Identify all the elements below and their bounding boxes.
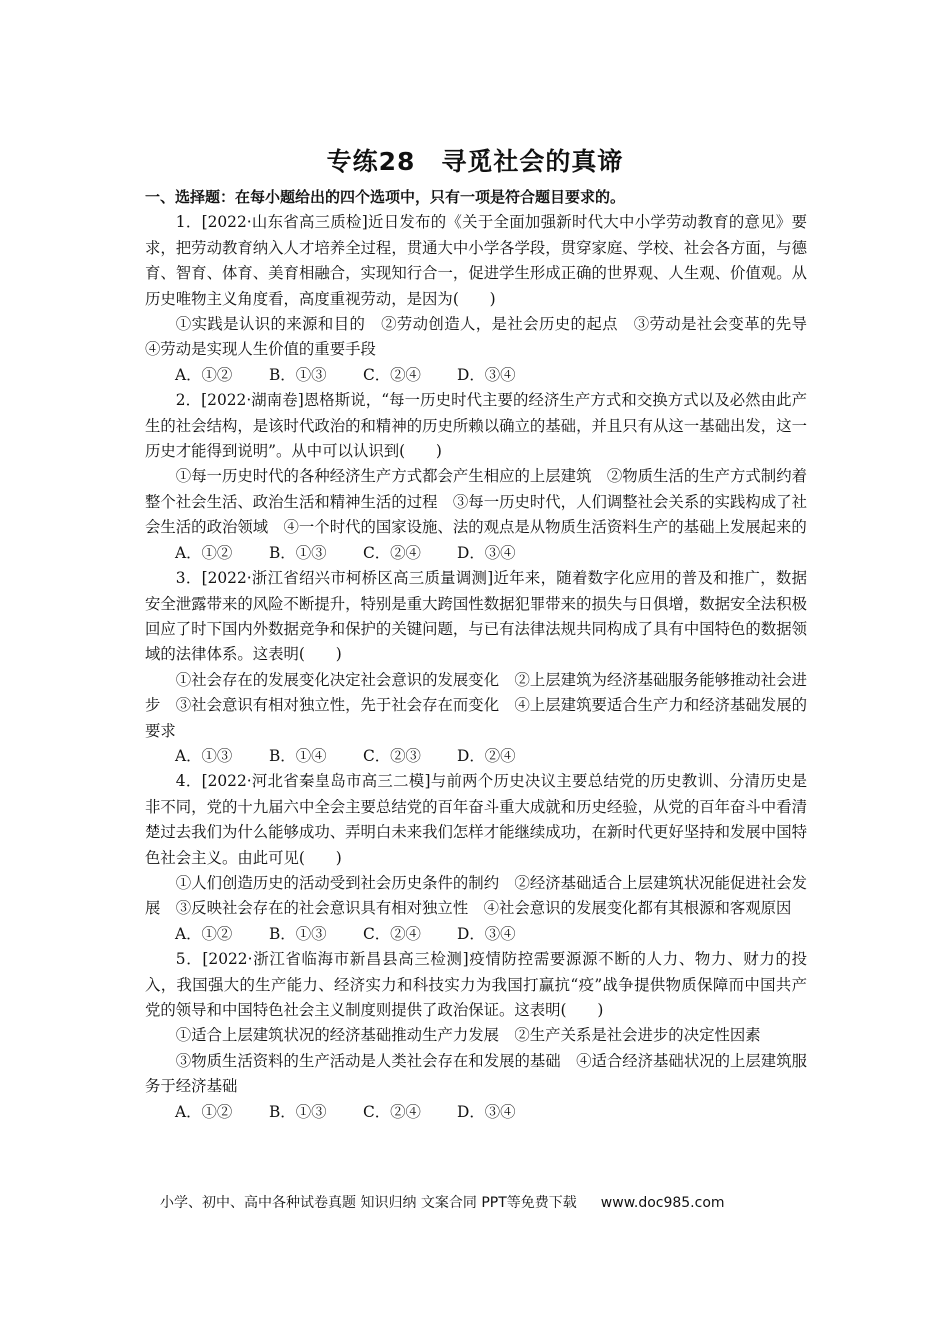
- option-d: D．③④: [457, 543, 516, 562]
- option-b: B．①③: [269, 924, 327, 943]
- question-3: [145, 566, 807, 769]
- option-a: A．①②: [175, 365, 233, 384]
- question-4: [145, 769, 807, 947]
- option-a: A．①②: [175, 924, 233, 943]
- option-b: B．①③: [269, 543, 327, 562]
- question-2: [145, 388, 807, 566]
- question-list: [145, 185, 828, 1125]
- option-a: A．①②: [175, 543, 233, 562]
- question-statements: ①人们创造历史的活动受到社会历史条件的制约 ②经济基础适合上层建筑状况能促进社会发展 ③反映社会存在的社会意识具有相对独立性 ④社会意识的发展变化都有其根源和客观原因: [145, 873, 807, 918]
- answer-options: [145, 363, 807, 388]
- question-statements-continued: ③物质生活资料的生产活动是人类社会存在和发展的基础 ④适合经济基础状况的上层建筑服务于经济基础: [145, 1051, 807, 1096]
- option-b: B．①③: [269, 1102, 327, 1121]
- footer-text: 小学、初中、高中各种试卷真题 知识归纳 文案合同 PPT等免费下载: [160, 1195, 577, 1211]
- option-c: C．②③: [363, 746, 421, 765]
- answer-options: [145, 922, 807, 947]
- answer-options: [145, 744, 807, 769]
- question-stem: 2．[2022·湖南卷]恩格斯说，“每一历史时代主要的经济生产方式和交换方式以及必然由此产生的社会结构，是该时代政治的和精神的历史所赖以确立的基础，并且只有从这一基础出发，这一历史才能得到说明”。从中可以认识到( ): [145, 391, 807, 461]
- option-c: C．②④: [363, 543, 421, 562]
- question-stem: 3．[2022·浙江省绍兴市柯桥区高三质量调测]近年来，随着数字化应用的普及和推广，数据安全泄露带来的风险不断提升，特别是重大跨国性数据犯罪带来的损失与日俱增，数据安全法积极回应了时下国内外数据竞争和保护的关键问题，与已有法律法规共同构成了具有中国特色的数据领域的法律体系。这表明( ): [145, 569, 807, 664]
- option-a: A．①②: [175, 1102, 233, 1121]
- answer-options: [145, 541, 807, 566]
- answer-options: [145, 1100, 807, 1125]
- question-statements: ①实践是认识的来源和目的 ②劳动创造人，是社会历史的起点 ③劳动是社会变革的先导 ④劳动是实现人生价值的重要手段: [145, 315, 828, 359]
- option-a: A．①③: [175, 746, 233, 765]
- section-heading: 一、选择题：在每小题给出的四个选项中，只有一项是符合题目要求的。: [145, 188, 626, 206]
- option-c: C．②④: [363, 365, 421, 384]
- option-b: B．①④: [269, 746, 327, 765]
- question-statements: ①每一历史时代的各种经济生产方式都会产生相应的上层建筑 ②物质生活的生产方式制约着整个社会生活、政治生活和精神生活的过程 ③每一历史时代，人们调整社会关系的实践构成了社会生活的政治领域 ④一个时代的国家设施、法的观点是从物质生活资料生产的基础上发展起来的: [145, 467, 807, 537]
- footer-url: www.doc985.com: [600, 1195, 725, 1211]
- option-d: D．③④: [457, 365, 516, 384]
- option-d: D．③④: [457, 924, 516, 943]
- question-1: [145, 210, 828, 388]
- option-d: D．③④: [457, 1102, 516, 1121]
- question-stem: 4．[2022·河北省秦皇岛市高三二模]与前两个历史决议主要总结党的历史教训、分清历史是非不同，党的十九届六中全会主要总结党的百年奋斗重大成就和历史经验，从党的百年奋斗中看清楚过去我们为什么能够成功、弄明白未来我们怎样才能继续成功，在新时代更好坚持和发展中国特色社会主义。由此可见( ): [145, 772, 807, 867]
- question-statements: ①适合上层建筑状况的经济基础推动生产力发展 ②生产关系是社会进步的决定性因素: [175, 1026, 761, 1045]
- option-c: C．②④: [363, 924, 421, 943]
- question-5: [145, 947, 807, 1125]
- option-b: B．①③: [269, 365, 327, 384]
- question-statements: ①社会存在的发展变化决定社会意识的发展变化 ②上层建筑为经济基础服务能够推动社会进步 ③社会意识有相对独立性，先于社会存在而变化 ④上层建筑要适合生产力和经济基础发展的要求: [145, 670, 807, 740]
- option-c: C．②④: [363, 1102, 421, 1121]
- page-footer: [160, 1192, 725, 1212]
- question-stem: 1．[2022·山东省高三质检]近日发布的《关于全面加强新时代大中小学劳动教育的意见》要求，把劳动教育纳入人才培养全过程，贯通大中小学各学段，贯穿家庭、学校、社会各方面，与德育、智育、体育、美育相融合，实现知行合一，促进学生形成正确的世界观、人生观、价值观。从历史唯物主义角度看，高度重视劳动，是因为( ): [145, 213, 807, 308]
- page-title: 专练28 寻觅社会的真谛: [326, 147, 624, 176]
- option-d: D．②④: [457, 746, 516, 765]
- question-stem: 5．[2022·浙江省临海市新昌县高三检测]疫情防控需要源源不断的人力、物力、财力的投入，我国强大的生产能力、经济实力和科技实力为我国打赢抗“疫”战争提供物质保障而中国共产党的领导和中国特色社会主义制度则提供了政治保证。这表明( ): [145, 950, 807, 1019]
